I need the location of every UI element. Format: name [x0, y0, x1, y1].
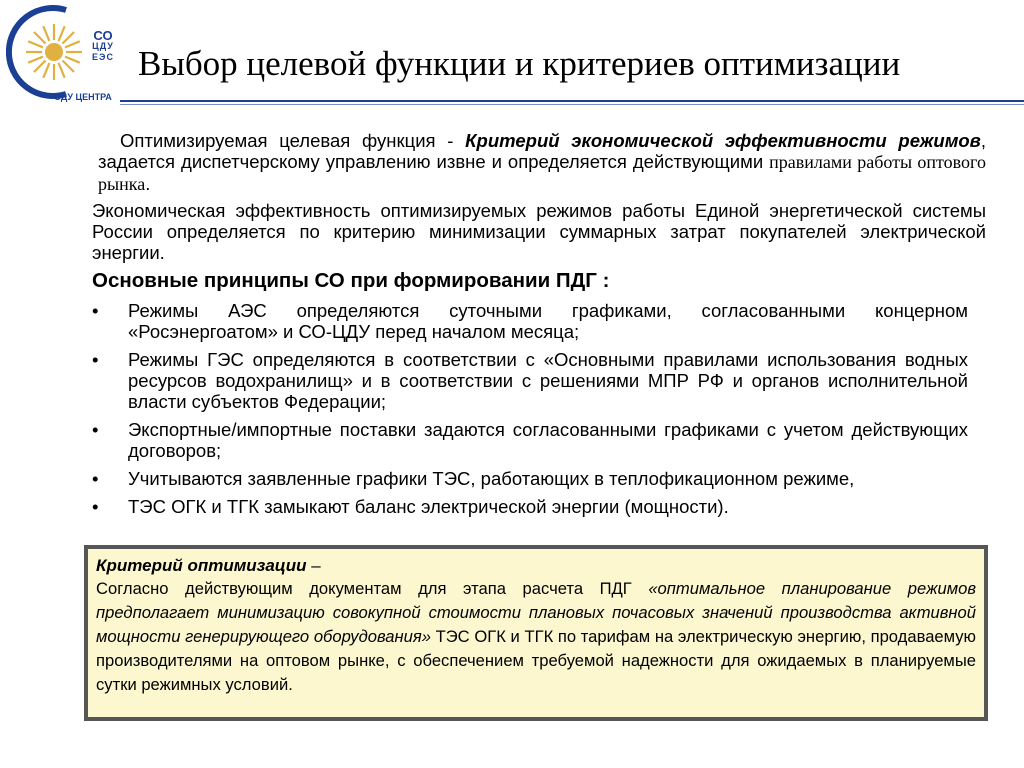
logo-line-1: СО [93, 28, 113, 43]
list-item-text: Режимы ГЭС определяются в соответствии с «Основными правилами использования водных ресурсов водохранилищ» и в соответствии с решениями МПР РФ и органов исполнительной власти субъектов Федерации; [128, 349, 968, 412]
criterion-title-dash: – [306, 556, 321, 575]
intro-market-rules: правилами работы оптового рынка [98, 152, 986, 194]
list-item [92, 349, 968, 412]
list-item [92, 419, 968, 461]
optimization-criterion-box [84, 545, 988, 721]
bullet-marker: • [92, 419, 99, 440]
efficiency-paragraph [92, 200, 986, 263]
list-item [92, 468, 968, 489]
criterion-quote: «оптимальное планирование режимов предполагает минимизацию совокупной стоимости плановых почасовых значений производства активной мощности генерирующего оборудования» [96, 579, 976, 646]
list-item-text: Экспортные/импортные поставки задаются согласованными графиками с учетом действующих договоров; [128, 419, 968, 461]
logo-caption: ОДУ ЦЕНТРА [54, 92, 112, 102]
intro-paragraph-text [98, 130, 986, 195]
criterion-title [96, 555, 976, 577]
principles-list [92, 300, 968, 524]
title-divider [120, 100, 1024, 102]
list-item [92, 496, 968, 517]
criterion-text-1: Согласно действующим документам для этапа расчета ПДГ [96, 579, 649, 598]
title-divider-thin [120, 104, 1024, 105]
list-item [92, 300, 968, 342]
bullet-marker: • [92, 496, 99, 517]
intro-emphasis: Критерий экономической эффективности режимов [465, 130, 981, 151]
logo-line-3: ЕЭС [92, 52, 114, 62]
intro-paragraph [98, 130, 986, 195]
intro-text-3: . [145, 173, 151, 194]
efficiency-paragraph-text: Экономическая эффективность оптимизируемых режимов работы Единой энергетической системы России определяется по критерию минимизации суммарных затрат покупателей электрической энергии. [92, 200, 986, 263]
criterion-title-text: Критерий оптимизации [96, 556, 307, 575]
bullet-marker: • [92, 300, 99, 321]
list-item-text: Режимы АЭС определяются суточными графиками, согласованными концерном «Росэнергоатом» и СО-ЦДУ перед началом месяца; [128, 300, 968, 342]
company-logo [6, 2, 124, 106]
bullet-marker: • [92, 468, 99, 489]
list-item-text: Учитываются заявленные графики ТЭС, работающих в теплофикационном режиме, [128, 468, 855, 489]
logo-line-2: ЦДУ [92, 41, 114, 51]
page-title: Выбор целевой функции и критериев оптимизации [138, 44, 901, 83]
intro-text-1: Оптимизируемая целевая функция - [120, 130, 466, 151]
criterion-body [96, 577, 976, 697]
principles-heading: Основные принципы СО при формировании ПДГ : [92, 269, 610, 292]
sun-logo-icon [6, 2, 90, 102]
intro-text-2: , задается диспетчерскому управлению извне и определяется действующими [98, 130, 986, 172]
list-item-text: ТЭС ОГК и ТГК замыкают баланс электрической энергии (мощности). [128, 496, 729, 517]
criterion-text-2: ТЭС ОГК и ТГК по тарифам на электрическую энергию, продаваемую производителями на оптовом рынке, с обеспечением требуемой надежности для ожидаемых в планируемые сутки режимных условий. [96, 627, 976, 694]
bullet-marker: • [92, 349, 99, 370]
logo-wordmark [88, 30, 118, 63]
